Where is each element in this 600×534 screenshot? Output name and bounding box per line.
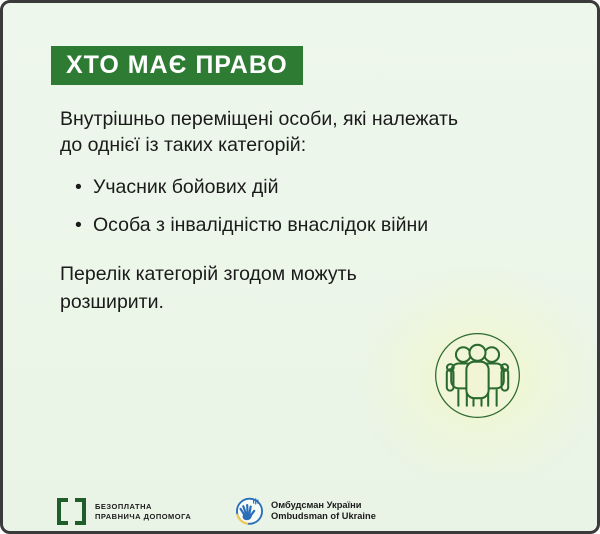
ombudsman-hand-icon (234, 495, 265, 526)
note-paragraph (60, 260, 357, 316)
people-group-icon (433, 331, 522, 420)
legal-aid-line-1: БЕЗОПЛАТНА (95, 502, 152, 511)
note-line-1: Перелік категорій згодом можуть (60, 263, 357, 285)
legal-aid-logo (57, 498, 191, 525)
list-item (75, 175, 428, 199)
intro-line-2: до однієї із таких категорій: (60, 134, 307, 156)
ombudsman-logo (234, 495, 376, 526)
category-list (75, 175, 428, 251)
bullet-dot: • (75, 214, 82, 236)
legal-aid-label (95, 502, 191, 521)
ombudsman-line-1: Омбудсман України (271, 499, 362, 510)
header-badge: ХТО МАЄ ПРАВО (51, 46, 303, 85)
intro-line-1: Внутрішньо переміщені особи, які належать (60, 108, 459, 130)
ombudsman-label (271, 500, 376, 522)
list-item (75, 213, 428, 237)
list-item-label: Учасник бойових дій (93, 176, 279, 198)
intro-paragraph (60, 106, 458, 158)
ombudsman-line-2: Ombudsman of Ukraine (271, 510, 376, 521)
legal-aid-line-2: ПРАВНИЧА ДОПОМОГА (95, 511, 192, 521)
square-brackets-icon (57, 498, 86, 525)
list-item-label: Особа з інвалідністю внаслідок війни (93, 214, 429, 236)
note-line-2: розширити. (60, 291, 164, 313)
bullet-dot: • (75, 176, 82, 198)
right-bracket-icon (75, 498, 86, 525)
left-bracket-icon (57, 498, 68, 525)
